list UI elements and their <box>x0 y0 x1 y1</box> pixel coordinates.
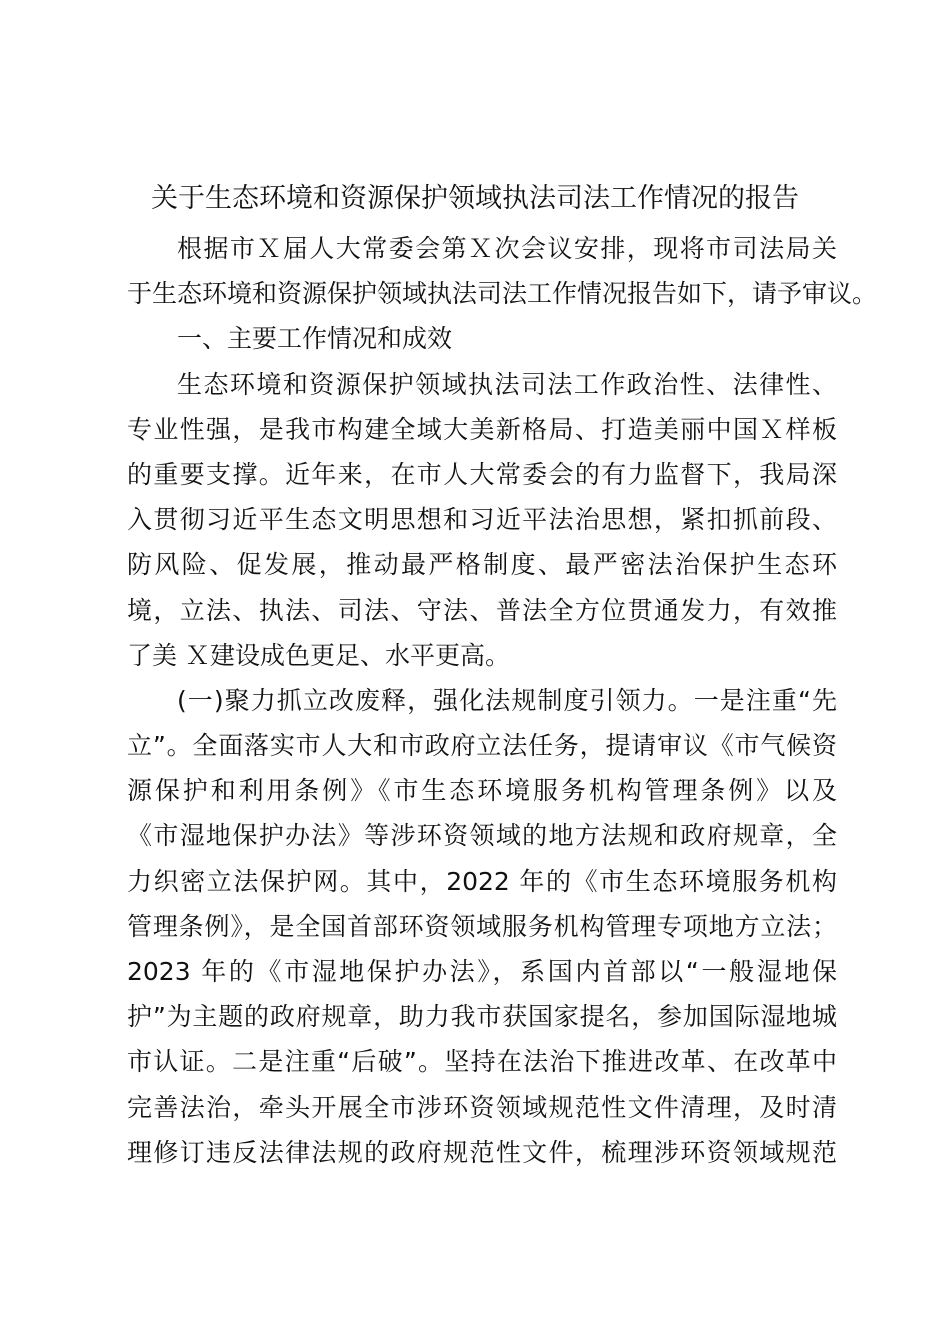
paragraph-line: 入贯彻习近平生态文明思想和习近平法治思想，紧扣抓前段、 <box>127 505 837 535</box>
paragraph-line: 2023 年的《市湿地保护办法》，系国内首部以“一般湿地保 <box>127 957 837 986</box>
paragraph-line: 护”为主题的政府规章，助力我市获国家提名，参加国际湿地城 <box>127 1002 837 1032</box>
paragraph-line: 管理条例》，是全国首部环资领域服务机构管理专项地方立法； <box>127 911 837 941</box>
paragraph-line: 专业性强，是我市构建全域大美新格局、打造美丽中国Ｘ样板 <box>127 414 837 444</box>
paragraph-line: 的重要支撑。近年来，在市人大常委会的有力监督下，我局深 <box>127 459 837 489</box>
paragraph-line: 境，立法、执法、司法、守法、普法全方位贯通发力，有效推 <box>127 595 837 625</box>
paragraph-line: 力织密立法保护网。其中，2022 年的《市生态环境服务机构 <box>127 866 837 896</box>
paragraph-line: 理修订违反法律法规的政府规范性文件，梳理涉环资领域规范 <box>127 1137 837 1167</box>
paragraph-line: 了美 Ｘ建设成色更足、水平更高。 <box>127 640 510 670</box>
paragraph-line: 市认证。二是注重“后破”。坚持在法治下推进改革、在改革中 <box>127 1047 837 1077</box>
section-heading: 一、主要工作情况和成效 <box>177 324 453 354</box>
paragraph-line: 完善法治，牵头开展全市涉环资领域规范性文件清理，及时清 <box>127 1092 837 1122</box>
paragraph-line: 根据市Ｘ届人大常委会第Ｘ次会议安排，现将市司法局关 <box>177 234 837 263</box>
paragraph-line: (一)聚力抓立改废释，强化法规制度引领力。一是注重“先 <box>177 685 837 715</box>
document-title: 关于生态环境和资源保护领域执法司法工作情况的报告 <box>151 183 799 214</box>
paragraph-line: 立”。全面落实市人大和市政府立法任务，提请审议《市气候资 <box>127 731 837 761</box>
paragraph-line: 生态环境和资源保护领域执法司法工作政治性、法律性、 <box>177 369 837 399</box>
paragraph-line: 源保护和利用条例》《市生态环境服务机构管理条例》以及 <box>127 776 837 806</box>
paragraph-line: 《市湿地保护办法》等涉环资领域的地方法规和政府规章，全 <box>127 821 837 851</box>
document-body <box>127 226 878 1175</box>
paragraph-line: 防风险、促发展，推动最严格制度、最严密法治保护生态环 <box>127 550 837 580</box>
paragraph-line: 于生态环境和资源保护领域执法司法工作情况报告如下，请予审议。 <box>127 279 878 309</box>
